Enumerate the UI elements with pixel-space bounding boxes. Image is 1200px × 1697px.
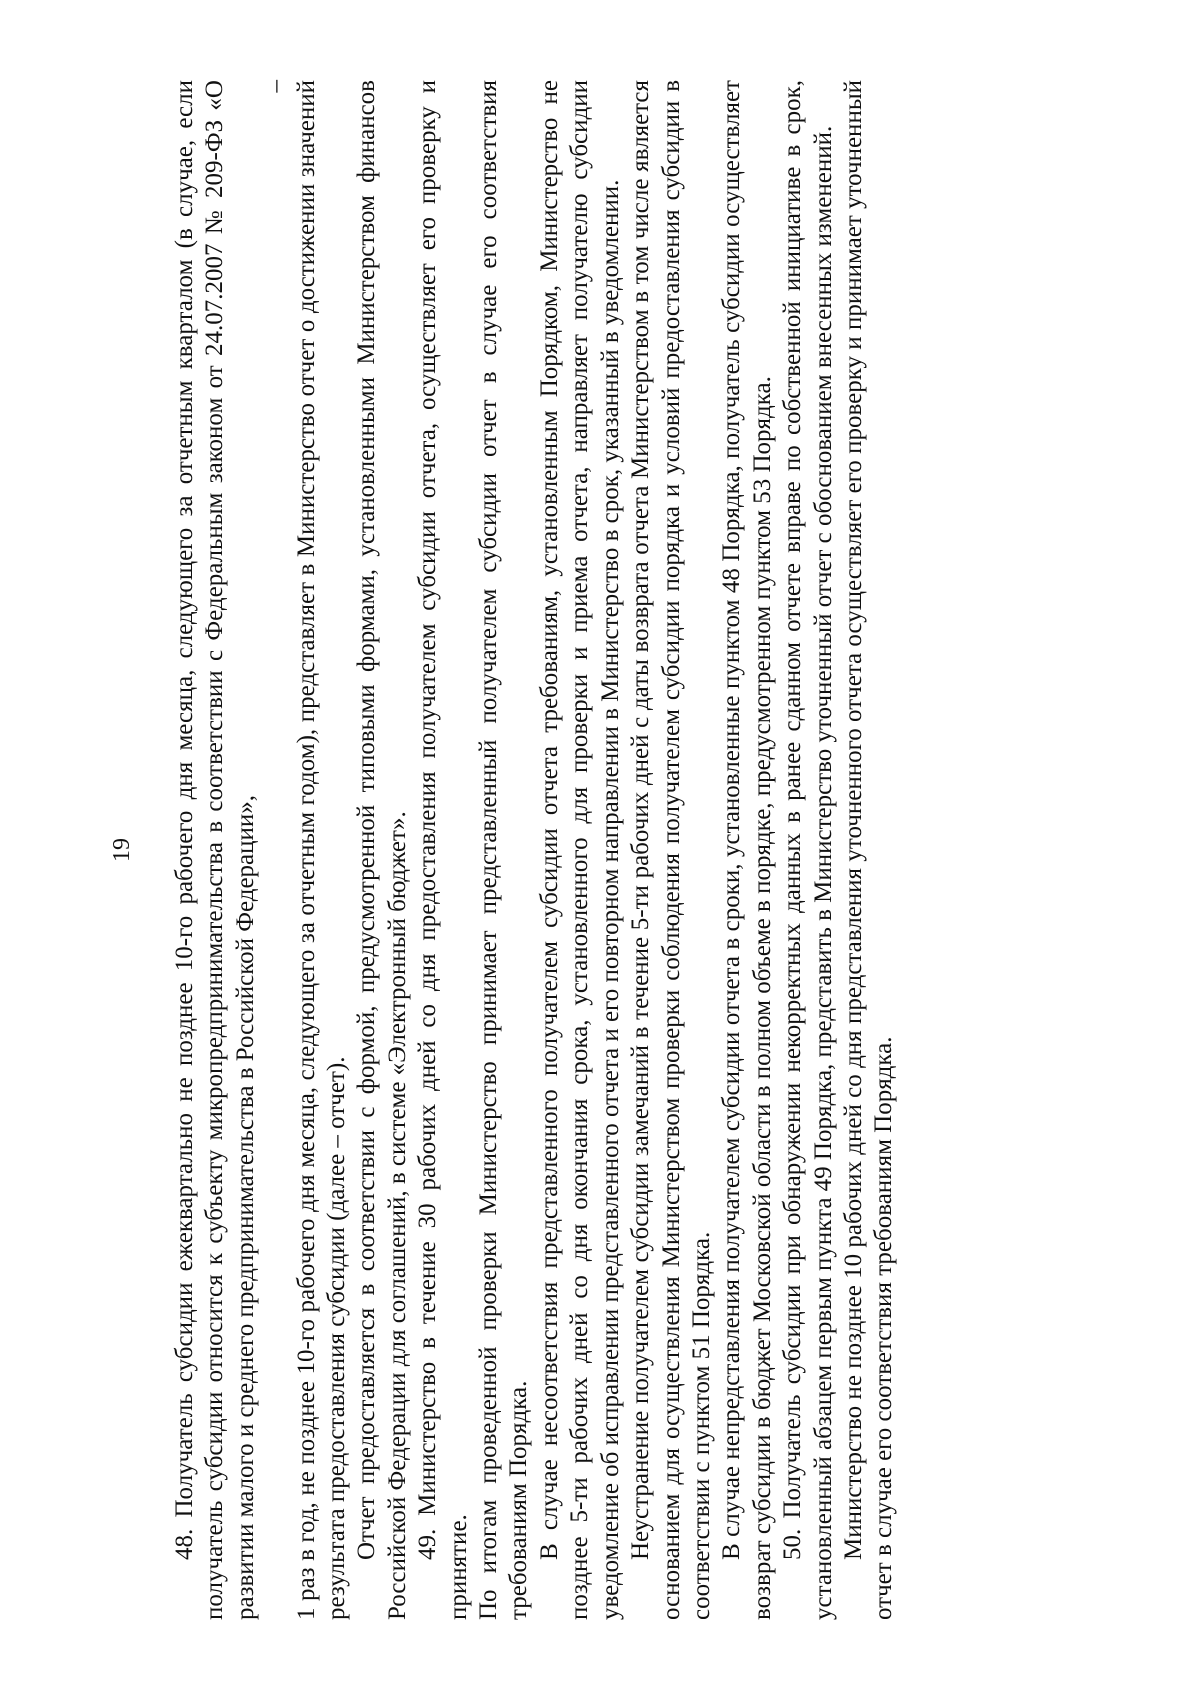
paragraph-non-submission: В случае непредставления получателем субсидии отчета в сроки, установленные пунктом 48 Порядка, получатель субсидии осуществляет возврат субсидии в бюджет Московской области в полном объеме в порядке, предусмотренном пунктом 53 Порядка. bbox=[718, 80, 776, 1620]
rotated-sheet bbox=[109, 80, 1030, 1620]
paragraph-report-form: Отчет предоставляется в соответствии с формой, предусмотренной типовыми формами, установленными Министерством финансов Российской Федерации для соглашений, в системе «Электронный бюджет». bbox=[353, 80, 411, 1620]
paragraph-48-report-schedule: 48. Получатель субсидии ежеквартально не позднее 10-го рабочего дня месяца, следующего за отчетным кварталом (в случае, если получатель субсидии относится к субъекту микропредпринимательства в соответствии с Федеральным законом от 24.07.2007 № 209-ФЗ «О развитии малого и среднего предпринимательства в Российской Федерации», bbox=[171, 80, 259, 1620]
paragraph-uncorrected-remarks: Неустранение получателем субсидии замечаний в течение 5-ти рабочих дней с даты возврата отчета Министерством в том числе является основанием для осуществления Министерством проверки соблюдения получателем субсидии порядка и условий предоставления субсидии в соответствии с пунктом 51 Порядка. bbox=[627, 80, 715, 1620]
paragraph-49-review: 49. Министерство в течение 30 рабочих дней со дня предоставления получателем субсидии отчета, осуществляет его проверку и принятие. bbox=[414, 80, 472, 1620]
dash-separator: – bbox=[262, 80, 290, 93]
paragraph-nonconformity: В случае несоответствия представленного получателем субсидии отчета требованиям, установленным Порядком, Министерство не позднее 5-ти рабочих дней со дня окончания срока, установленного для проверки и приема отчета, направляет получателю субсидии уведомление об исправлении представленного отчета и его повторном направлении в Министерство в срок, указанный в уведомлении. bbox=[535, 80, 624, 1620]
page-number: 19 bbox=[109, 838, 135, 862]
body-text bbox=[170, 80, 900, 1620]
paragraph-50-corrections: 50. Получатель субсидии при обнаружении некорректных данных в ранее сданном отчете вправе по собственной инициативе в срок, установленный абзацем первым пункта 49 Порядка, представить в Министерство уточненный отчет с обоснованием внесенных изменений. bbox=[779, 80, 837, 1620]
paragraph-review-results: По итогам проведенной проверки Министерство принимает представленный получателем субсидии отчет в случае его соответствия требованиям Порядка. bbox=[475, 80, 533, 1620]
paragraph-corrected-report-review: Министерство не позднее 10 рабочих дней со дня представления уточненного отчета осуществляет его проверку и принимает уточненный отчет в случае его соответствия требованиям Порядка. bbox=[839, 80, 898, 1620]
paragraph-annual-report: 1 раз в год, не позднее 10-го рабочего дня месяца, следующего за отчетным годом), представляет в Министерство отчет о достижении значений результата предоставления субсидии (далее – отчет). bbox=[292, 80, 351, 1620]
